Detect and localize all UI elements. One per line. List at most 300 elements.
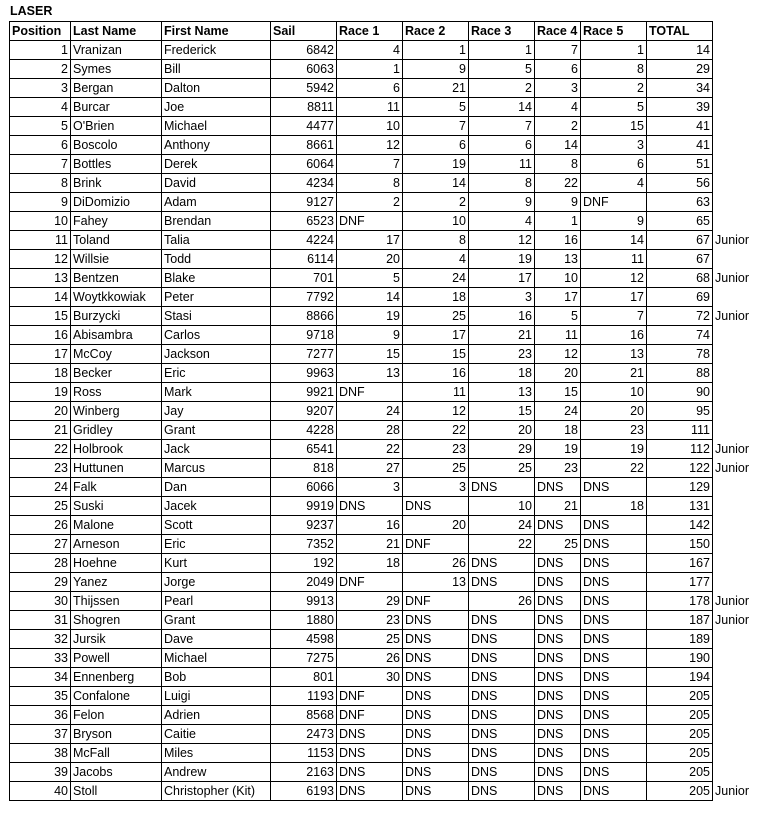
cell-race-5: DNS [581,516,647,535]
cell-position: 9 [10,193,71,212]
cell-race-3: DNS [469,744,535,763]
cell-race-3: 16 [469,307,535,326]
cell-race-1: 7 [337,155,403,174]
table-row [10,459,761,478]
cell-race-4: 20 [535,364,581,383]
cell-first-name: Caitie [162,725,271,744]
table-row [10,782,761,801]
cell-note: Junior [715,233,750,247]
cell-position: 3 [10,79,71,98]
cell-total: 205 [647,782,713,801]
cell-first-name: Andrew [162,763,271,782]
cell-last-name: Confalone [71,687,162,706]
cell-last-name: Winberg [71,402,162,421]
cell-position: 39 [10,763,71,782]
table-row [10,250,761,269]
cell-last-name: Felon [71,706,162,725]
cell-total: 90 [647,383,713,402]
cell-race-3: 29 [469,440,535,459]
cell-sail: 2473 [271,725,337,744]
cell-last-name: Abisambra [71,326,162,345]
cell-race-3: DNS [469,668,535,687]
cell-last-name: McCoy [71,345,162,364]
cell-sail: 1880 [271,611,337,630]
cell-total: 88 [647,364,713,383]
cell-position: 7 [10,155,71,174]
cell-sail: 1153 [271,744,337,763]
cell-race-1: DNS [337,782,403,801]
col-header-note [713,22,761,41]
cell-first-name: Jacek [162,497,271,516]
cell-race-3: 9 [469,193,535,212]
cell-race-5: DNS [581,630,647,649]
cell-total: 68 [647,269,713,288]
cell-last-name: Malone [71,516,162,535]
table-row [10,573,761,592]
cell-race-3: DNS [469,630,535,649]
cell-sail: 4224 [271,231,337,250]
cell-total: 177 [647,573,713,592]
cell-total: 189 [647,630,713,649]
cell-position: 30 [10,592,71,611]
cell-race-4: DNS [535,478,581,497]
cell-sail: 6063 [271,60,337,79]
cell-position: 22 [10,440,71,459]
cell-race-5: 12 [581,269,647,288]
cell-race-1: DNS [337,744,403,763]
cell-first-name: Jay [162,402,271,421]
cell-race-4: DNS [535,649,581,668]
cell-total: 142 [647,516,713,535]
cell-note [713,763,761,782]
cell-race-4: 23 [535,459,581,478]
cell-last-name: Stoll [71,782,162,801]
cell-race-5: DNS [581,706,647,725]
cell-sail: 8661 [271,136,337,155]
table-row [10,592,761,611]
cell-race-5: DNS [581,782,647,801]
cell-race-2: DNS [403,630,469,649]
table-row [10,155,761,174]
cell-race-1: 19 [337,307,403,326]
cell-total: 34 [647,79,713,98]
cell-race-3: DNS [469,573,535,592]
cell-race-2: 5 [403,98,469,117]
cell-last-name: Woytkkowiak [71,288,162,307]
cell-first-name: Peter [162,288,271,307]
cell-race-3: DNS [469,782,535,801]
cell-total: 65 [647,212,713,231]
cell-race-3: 20 [469,421,535,440]
cell-position: 5 [10,117,71,136]
cell-race-2: 21 [403,79,469,98]
cell-race-1: 12 [337,136,403,155]
cell-race-1: 21 [337,535,403,554]
cell-race-4: 21 [535,497,581,516]
cell-total: 167 [647,554,713,573]
table-row [10,326,761,345]
cell-position: 18 [10,364,71,383]
cell-race-4: 12 [535,345,581,364]
cell-position: 24 [10,478,71,497]
cell-first-name: Frederick [162,41,271,60]
cell-last-name: Symes [71,60,162,79]
cell-race-2: 6 [403,136,469,155]
cell-race-3: DNS [469,554,535,573]
cell-race-4: 15 [535,383,581,402]
cell-race-4: 6 [535,60,581,79]
cell-last-name: O'Brien [71,117,162,136]
cell-first-name: Scott [162,516,271,535]
cell-position: 34 [10,668,71,687]
cell-last-name: Boscolo [71,136,162,155]
table-row [10,98,761,117]
cell-race-3: DNS [469,611,535,630]
table-row [10,212,761,231]
cell-race-2: 25 [403,307,469,326]
cell-race-3: 4 [469,212,535,231]
cell-race-4: 19 [535,440,581,459]
table-row [10,269,761,288]
cell-race-1: DNS [337,497,403,516]
cell-first-name: Derek [162,155,271,174]
cell-race-2: DNS [403,744,469,763]
cell-total: 41 [647,117,713,136]
cell-race-3: 14 [469,98,535,117]
cell-sail: 818 [271,459,337,478]
cell-position: 29 [10,573,71,592]
cell-position: 4 [10,98,71,117]
cell-first-name: Michael [162,117,271,136]
cell-race-5: 14 [581,231,647,250]
cell-note [713,573,761,592]
cell-race-4: 8 [535,155,581,174]
col-header-race-5: Race 5 [581,22,647,41]
cell-race-5: 19 [581,440,647,459]
table-row [10,706,761,725]
cell-race-4: DNS [535,725,581,744]
cell-race-2: 10 [403,212,469,231]
cell-race-3: 5 [469,60,535,79]
cell-sail: 8811 [271,98,337,117]
cell-note [713,364,761,383]
cell-total: 205 [647,744,713,763]
cell-race-5: 7 [581,307,647,326]
cell-race-4: DNS [535,668,581,687]
cell-race-1: 8 [337,174,403,193]
cell-race-3: 24 [469,516,535,535]
cell-position: 20 [10,402,71,421]
cell-total: 95 [647,402,713,421]
cell-race-4: 3 [535,79,581,98]
cell-race-3: 22 [469,535,535,554]
cell-note [713,98,761,117]
cell-note [713,668,761,687]
cell-race-5: DNS [581,554,647,573]
cell-race-2: DNS [403,611,469,630]
cell-race-2: DNS [403,725,469,744]
cell-sail: 6523 [271,212,337,231]
cell-race-2: 26 [403,554,469,573]
cell-race-3: 18 [469,364,535,383]
cell-race-1: 24 [337,402,403,421]
cell-position: 36 [10,706,71,725]
cell-race-5: DNS [581,668,647,687]
cell-note [713,554,761,573]
cell-race-5: 4 [581,174,647,193]
cell-total: 69 [647,288,713,307]
cell-race-3: 8 [469,174,535,193]
cell-race-4: 25 [535,535,581,554]
cell-race-4: DNS [535,592,581,611]
cell-race-3: 1 [469,41,535,60]
col-header-first-name: First Name [162,22,271,41]
cell-race-5: 22 [581,459,647,478]
cell-race-1: 26 [337,649,403,668]
cell-sail: 7792 [271,288,337,307]
cell-sail: 9921 [271,383,337,402]
cell-race-2: 11 [403,383,469,402]
cell-race-5: 21 [581,364,647,383]
cell-race-1: 13 [337,364,403,383]
cell-race-4: 17 [535,288,581,307]
cell-total: 178 [647,592,713,611]
table-row [10,193,761,212]
cell-position: 35 [10,687,71,706]
cell-race-2: 12 [403,402,469,421]
table-row [10,725,761,744]
cell-race-5: DNS [581,687,647,706]
cell-race-1: 6 [337,79,403,98]
cell-last-name: Ross [71,383,162,402]
cell-sail: 2163 [271,763,337,782]
cell-race-1: 9 [337,326,403,345]
cell-race-2: 23 [403,440,469,459]
cell-race-1: 15 [337,345,403,364]
cell-race-3: 11 [469,155,535,174]
table-row [10,687,761,706]
cell-note [713,345,761,364]
cell-race-5: 6 [581,155,647,174]
cell-total: 122 [647,459,713,478]
cell-race-2: 18 [403,288,469,307]
cell-race-1: 23 [337,611,403,630]
table-row [10,611,761,630]
cell-first-name: Dave [162,630,271,649]
cell-position: 25 [10,497,71,516]
cell-sail: 5942 [271,79,337,98]
cell-first-name: Bill [162,60,271,79]
cell-race-1: 30 [337,668,403,687]
cell-race-4: DNS [535,573,581,592]
cell-position: 27 [10,535,71,554]
cell-note [713,288,761,307]
table-row [10,174,761,193]
cell-total: 39 [647,98,713,117]
cell-sail: 7277 [271,345,337,364]
cell-race-4: 16 [535,231,581,250]
cell-total: 72 [647,307,713,326]
cell-last-name: Fahey [71,212,162,231]
cell-total: 51 [647,155,713,174]
cell-race-1: DNF [337,706,403,725]
cell-race-5: 10 [581,383,647,402]
cell-note [713,383,761,402]
cell-total: 190 [647,649,713,668]
cell-last-name: Vranizan [71,41,162,60]
cell-race-3: 12 [469,231,535,250]
cell-race-4: 1 [535,212,581,231]
cell-first-name: Miles [162,744,271,763]
cell-last-name: Bergan [71,79,162,98]
cell-total: 14 [647,41,713,60]
table-row [10,478,761,497]
cell-race-3: DNS [469,725,535,744]
cell-race-2: 25 [403,459,469,478]
cell-first-name: Pearl [162,592,271,611]
table-row [10,60,761,79]
table-row [10,535,761,554]
cell-last-name: Arneson [71,535,162,554]
cell-first-name: Kurt [162,554,271,573]
cell-position: 8 [10,174,71,193]
cell-sail: 8866 [271,307,337,326]
cell-last-name: Brink [71,174,162,193]
cell-race-4: 13 [535,250,581,269]
col-header-race-4: Race 4 [535,22,581,41]
cell-sail: 9207 [271,402,337,421]
cell-race-5: 8 [581,60,647,79]
cell-position: 17 [10,345,71,364]
cell-race-2: DNS [403,706,469,725]
cell-position: 16 [10,326,71,345]
cell-last-name: Powell [71,649,162,668]
cell-race-2: 14 [403,174,469,193]
cell-sail: 6541 [271,440,337,459]
cell-race-2: 2 [403,193,469,212]
cell-race-3: DNS [469,478,535,497]
table-row [10,630,761,649]
cell-first-name: Dalton [162,79,271,98]
cell-position: 33 [10,649,71,668]
cell-total: 111 [647,421,713,440]
cell-position: 10 [10,212,71,231]
cell-sail: 7275 [271,649,337,668]
cell-race-1: 28 [337,421,403,440]
cell-race-5: DNS [581,763,647,782]
cell-race-5: DNS [581,649,647,668]
cell-race-1: 20 [337,250,403,269]
cell-note [713,60,761,79]
cell-race-4: 9 [535,193,581,212]
cell-race-3: DNS [469,649,535,668]
cell-race-5: 3 [581,136,647,155]
cell-first-name: Michael [162,649,271,668]
cell-race-1: 4 [337,41,403,60]
cell-note [713,478,761,497]
cell-total: 187 [647,611,713,630]
col-header-race-3: Race 3 [469,22,535,41]
cell-first-name: Brendan [162,212,271,231]
cell-sail: 1193 [271,687,337,706]
cell-position: 19 [10,383,71,402]
cell-position: 13 [10,269,71,288]
col-header-race-2: Race 2 [403,22,469,41]
cell-first-name: Eric [162,364,271,383]
cell-race-1: DNF [337,573,403,592]
cell-race-1: 27 [337,459,403,478]
cell-race-1: 14 [337,288,403,307]
cell-last-name: Jursik [71,630,162,649]
cell-last-name: Becker [71,364,162,383]
cell-race-3: 10 [469,497,535,516]
cell-race-4: 10 [535,269,581,288]
cell-race-4: 18 [535,421,581,440]
cell-race-5: 13 [581,345,647,364]
cell-note [713,212,761,231]
cell-race-5: DNS [581,478,647,497]
cell-last-name: Bryson [71,725,162,744]
cell-position: 32 [10,630,71,649]
cell-note [713,155,761,174]
cell-sail: 9127 [271,193,337,212]
cell-first-name: Adam [162,193,271,212]
cell-total: 29 [647,60,713,79]
cell-last-name: DiDomizio [71,193,162,212]
cell-race-2: 3 [403,478,469,497]
cell-note [713,421,761,440]
cell-race-5: 18 [581,497,647,516]
table-row [10,516,761,535]
cell-race-3: DNS [469,706,535,725]
cell-sail: 2049 [271,573,337,592]
cell-race-5: 1 [581,41,647,60]
cell-sail: 9237 [271,516,337,535]
cell-last-name: Bentzen [71,269,162,288]
cell-race-4: DNS [535,744,581,763]
cell-race-1: 3 [337,478,403,497]
cell-note: Junior [715,309,750,323]
cell-first-name: Grant [162,611,271,630]
cell-race-1: DNF [337,212,403,231]
cell-note: Junior [715,613,750,627]
cell-sail: 9919 [271,497,337,516]
cell-position: 37 [10,725,71,744]
cell-first-name: Blake [162,269,271,288]
cell-sail: 192 [271,554,337,573]
cell-race-2: 22 [403,421,469,440]
cell-race-4: 4 [535,98,581,117]
cell-last-name: Thijssen [71,592,162,611]
cell-note [713,117,761,136]
cell-race-5: DNS [581,744,647,763]
cell-note [713,687,761,706]
cell-total: 41 [647,136,713,155]
cell-last-name: Toland [71,231,162,250]
cell-note: Junior [715,784,750,798]
table-row [10,364,761,383]
cell-position: 40 [10,782,71,801]
table-row [10,383,761,402]
table-row [10,117,761,136]
header-row [10,22,761,41]
cell-last-name: Yanez [71,573,162,592]
cell-race-2: DNS [403,649,469,668]
cell-last-name: Ennenberg [71,668,162,687]
cell-race-3: 3 [469,288,535,307]
cell-sail: 4228 [271,421,337,440]
cell-race-3: 6 [469,136,535,155]
